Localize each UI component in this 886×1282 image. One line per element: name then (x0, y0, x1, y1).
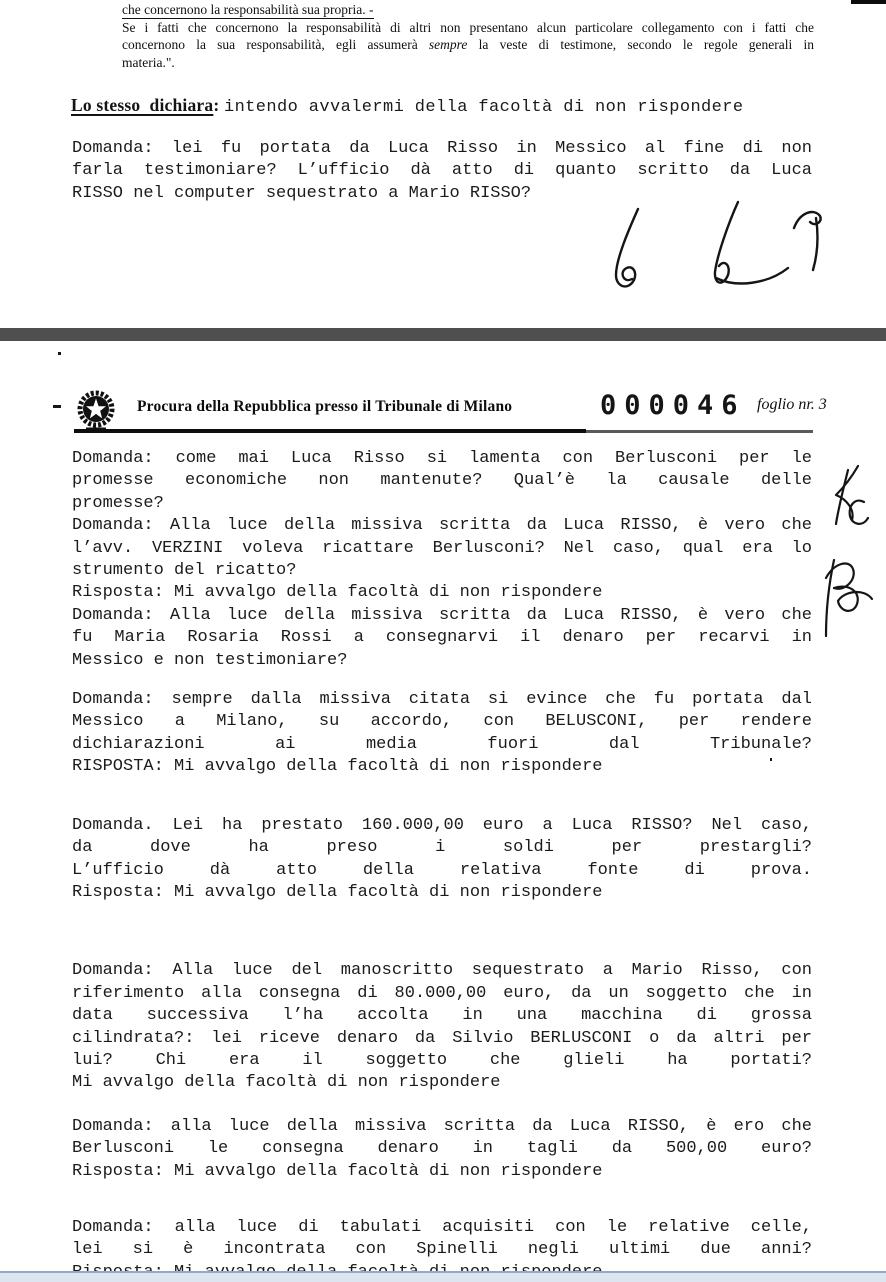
page-stamp-number: 000046 (600, 390, 746, 421)
quote-italic-word: sempre (428, 37, 468, 52)
declaration-colon: : (213, 95, 224, 115)
scan-speck (770, 758, 772, 761)
quote-text: la veste di testimone, secondo le regole generali in (467, 37, 815, 52)
text-line: dichiarazioni ai media fuori dal Tribunale? (72, 734, 812, 754)
text-line: Risposta: Mi avvalgo della facoltà di non rispondere (72, 583, 603, 603)
header-rule-left (74, 429, 586, 433)
text-line: Domanda: alla luce di tabulati acquisiti con le relative celle, (72, 1217, 812, 1237)
quote-underlined-text: che concernono la responsabilità sua propria. - (122, 2, 374, 17)
paragraph (72, 689, 812, 779)
quote-line: Se i fatti che concernono la responsabilità di altri non presentano alcun particolare collegamento con i fatti che (122, 19, 814, 35)
quote-text: concernono la sua responsabilità, egli assumerà (122, 37, 429, 52)
text-line: Domanda: sempre dalla missiva citata si evince che fu portata dal (72, 690, 812, 710)
text-line: cilindrata?: lei riceve denaro da Silvio BERLUSCONI o da altri per (72, 1028, 812, 1048)
text-line: farla testimoniare? L’ufficio dà atto di quanto scritto da Luca (72, 161, 812, 181)
paragraph (72, 815, 812, 905)
text-line: da dove ha preso i soldi per prestargli? (72, 838, 812, 858)
margin-handwritten-initials-1 (828, 462, 886, 550)
quote-line: materia.". (122, 54, 175, 70)
text-line: riferimento alla consegna di 80.000,00 euro, da un soggetto che in (72, 983, 812, 1003)
text-line: fu Maria Rosaria Rossi a consegnarvi il denaro per recarvi in (72, 628, 812, 648)
text-line: promesse economiche non mantenute? Qual’è la causale delle (72, 471, 812, 491)
quote-line-underlined (122, 1, 814, 19)
text-line: l’avv. VERZINI voleva ricattare Berlusconi? Nel caso, qual era lo (72, 538, 812, 558)
declaration-line (71, 95, 831, 117)
body-paragraphs (72, 448, 812, 1282)
cut-text-fragment (851, 0, 886, 4)
court-header-title: Procura della Repubblica presso il Tribunale di Milano (137, 398, 513, 415)
text-line: RISPOSTA: Mi avvalgo della facoltà di non rispondere (72, 757, 603, 777)
previous-page-quote (122, 1, 814, 71)
header-rule-right (586, 430, 813, 433)
text-line: Domanda: alla luce della missiva scritta da Luca RISSO, è ero che (72, 1116, 812, 1136)
text-line: Risposta: Mi avvalgo della facoltà di non rispondere (72, 882, 603, 902)
folio-number: foglio nr. 3 (757, 396, 827, 413)
text-line: lui? Chi era il soggetto che glieli ha portati? (72, 1050, 812, 1070)
handwritten-initials-1 (598, 203, 668, 298)
text-line: L’ufficio dà atto della relativa fonte di prova. (72, 860, 812, 880)
text-line: Domanda: Alla luce della missiva scritta da Luca RISSO, è vero che (72, 516, 812, 536)
text-line: Domanda: come mai Luca Risso si lamenta con Berlusconi per le (72, 449, 812, 468)
text-line: Messico e non testimoniare? (72, 650, 348, 670)
declaration-label: Lo stesso dichiara (71, 95, 214, 115)
text-line: promesse? (72, 493, 164, 513)
text-line: Domanda: Alla luce del manoscritto sequestrato a Mario Risso, con (72, 961, 812, 981)
page-separator-bar (0, 328, 886, 341)
declaration-text: intendo avvalermi della facoltà di non rispondere (223, 98, 744, 117)
text-line: RISSO nel computer sequestrato a Mario RISSO? (72, 183, 532, 203)
text-line: Domanda. Lei ha prestato 160.000,00 euro a Luca RISSO? Nel caso, (72, 815, 812, 835)
footer-edge-bar (0, 1271, 886, 1282)
text-line: Messico a Milano, su accordo, con BELUSCONI, per rendere (72, 712, 812, 732)
margin-dash (53, 405, 61, 408)
paragraph (72, 960, 812, 1094)
text-line: Berlusconi le consegna denaro in tagli da 500,00 euro? (72, 1139, 812, 1159)
margin-handwritten-initials-2 (814, 548, 886, 640)
text-line: Mi avvalgo della facoltà di non rispondere (72, 1073, 501, 1093)
text-line: lei si è incontrata con Spinelli negli ultimi due anni? (72, 1240, 812, 1260)
paragraph (72, 515, 812, 582)
italy-emblem-icon (76, 385, 116, 435)
text-line: strumento del ricatto? (72, 561, 297, 581)
text-line: data successiva l’ha accolta in una macchina di grossa (72, 1006, 812, 1026)
paragraph (72, 1116, 812, 1183)
text-line: Domanda: Alla luce della missiva scritta da Luca RISSO, è vero che (72, 605, 812, 625)
handwritten-initials-3 (782, 200, 842, 280)
text-line: Risposta: Mi avvalgo della facoltà di non rispondere (72, 1161, 603, 1181)
margin-dot (58, 352, 61, 355)
paragraph (72, 605, 812, 672)
paragraph (72, 582, 812, 604)
paragraph (72, 448, 812, 515)
text-line: Domanda: lei fu portata da Luca Risso in Messico al fine di non (72, 139, 812, 158)
quote-line (122, 36, 814, 54)
